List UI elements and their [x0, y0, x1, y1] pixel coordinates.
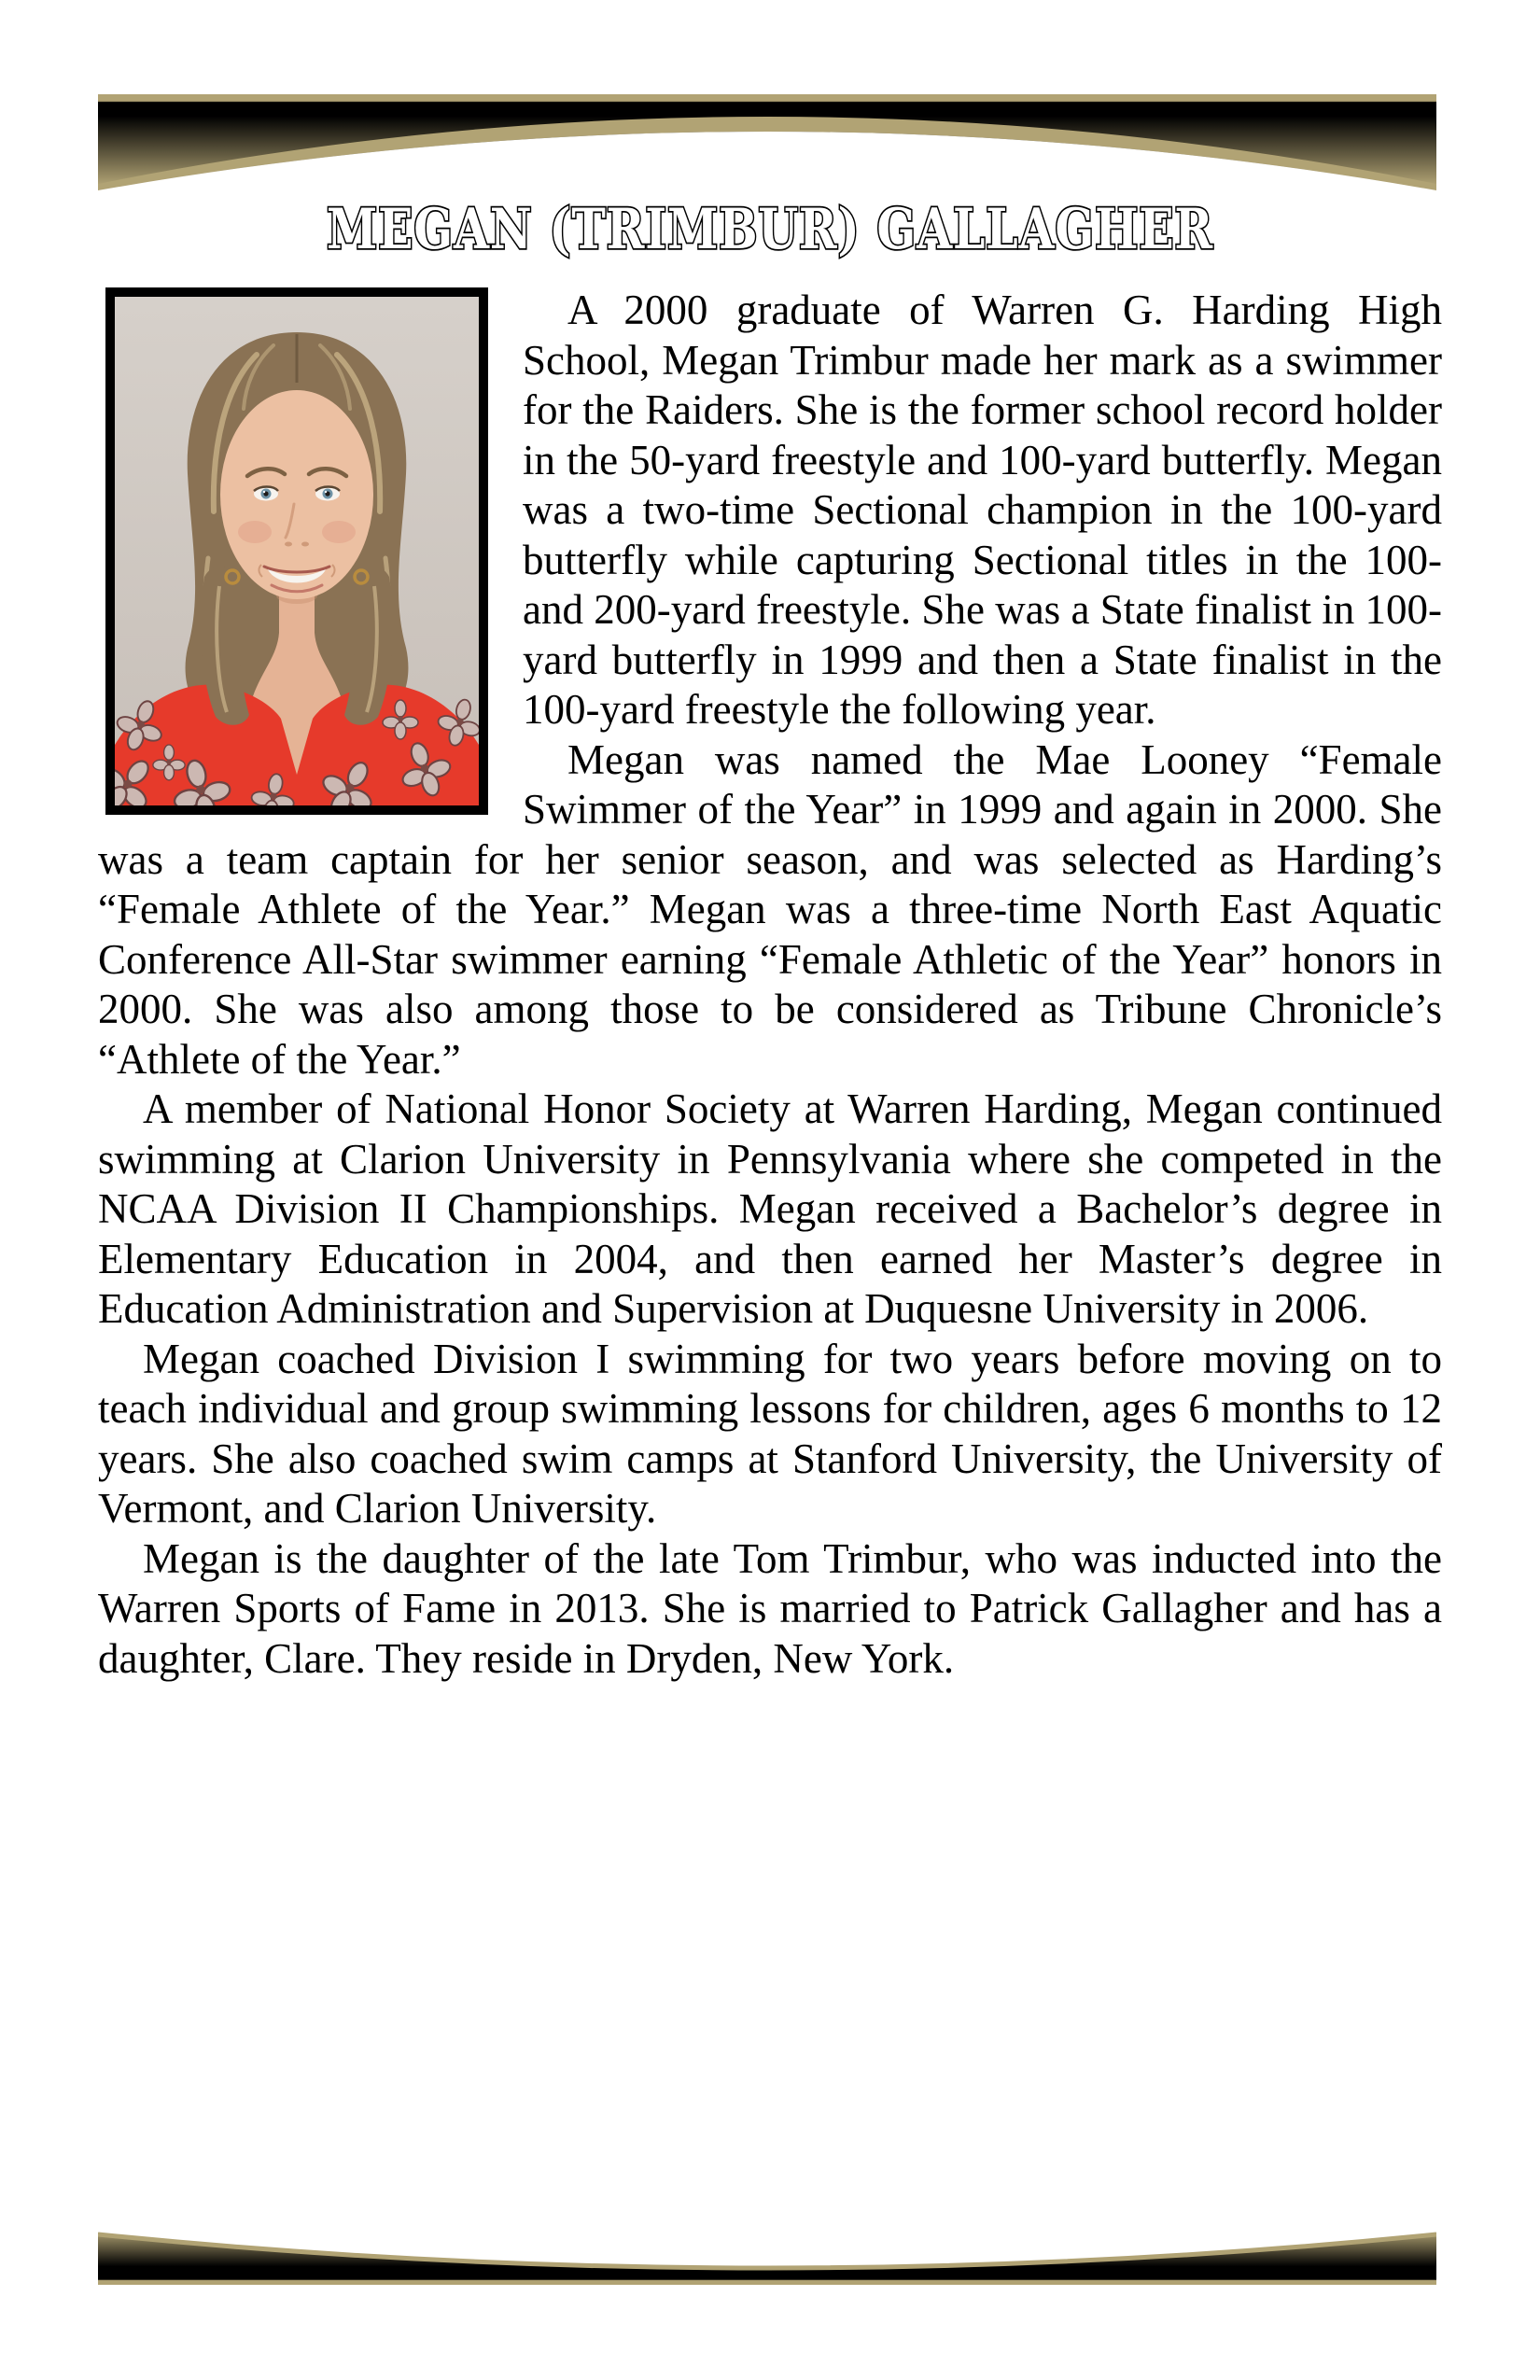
left-cheek-blush: [238, 521, 272, 543]
portrait-illustration: [115, 297, 479, 805]
portrait-photo: [105, 287, 488, 815]
bio-paragraph-4: Megan coached Division I swimming for two years before moving on to teach individual and group swimming lessons for children, ages 6 months to 12 years. She also coached swim camps at Stanford University, the University of Vermont, and Clarion University.: [98, 1335, 1442, 1532]
right-cheek-blush: [322, 521, 356, 543]
bottom-banner-graphic: [98, 2231, 1436, 2285]
bio-paragraph-2: Megan was named the Mae Looney “Female Swimmer of the Year” in 1999 and again in 2000. She was a team captain for her senior season, and was selected as Harding’s “Female Athlete of the Year.” Megan was a three-time North East Aquatic Conference All-Star swimmer earning “Female Athletic of the Year” honors in 2000. She was also among those to be considered as Tribune Chronicle’s “Athlete of the Year.”: [98, 735, 1442, 1083]
bio-paragraph-3: A member of National Honor Society at Warren Harding, Megan continued swimming at Clarion University in Pennsylvania where she competed in the NCAA Division II Championships. Megan received a Bachelor’s degree in Elementary Education in 2004, and then earned her Master’s degree in Education Administration and Supervision at Duquesne University in 2006.: [98, 1085, 1442, 1332]
bio-paragraph-1: A 2000 graduate of Warren G. Harding High School, Megan Trimbur made her mark as a swimmer for the Raiders. She is the former school record holder in the 50-yard freestyle and 100-yard butterfly. Megan was a two-time Sectional champion in the 100-yard butterfly while capturing Sectional titles in the 100- and 200-yard freestyle. She was a State finalist in 100-yard butterfly in 1999 and then a State finalist in the 100-yard freestyle the following year.: [523, 287, 1442, 733]
bio-paragraph-5: Megan is the daughter of the late Tom Trimbur, who was inducted into the Warren Sports of Fame in 2013. She is married to Patrick Gallagher and has a daughter, Clare. They reside in Dryden, New York.: [98, 1534, 1442, 1682]
top-banner-graphic: [98, 94, 1436, 193]
biography-article: [98, 286, 1442, 1684]
page-title-graphic: [98, 180, 1442, 294]
face: [220, 390, 373, 599]
page-title: MEGAN (TRIMBUR) GALLAGHER: [327, 197, 1214, 262]
